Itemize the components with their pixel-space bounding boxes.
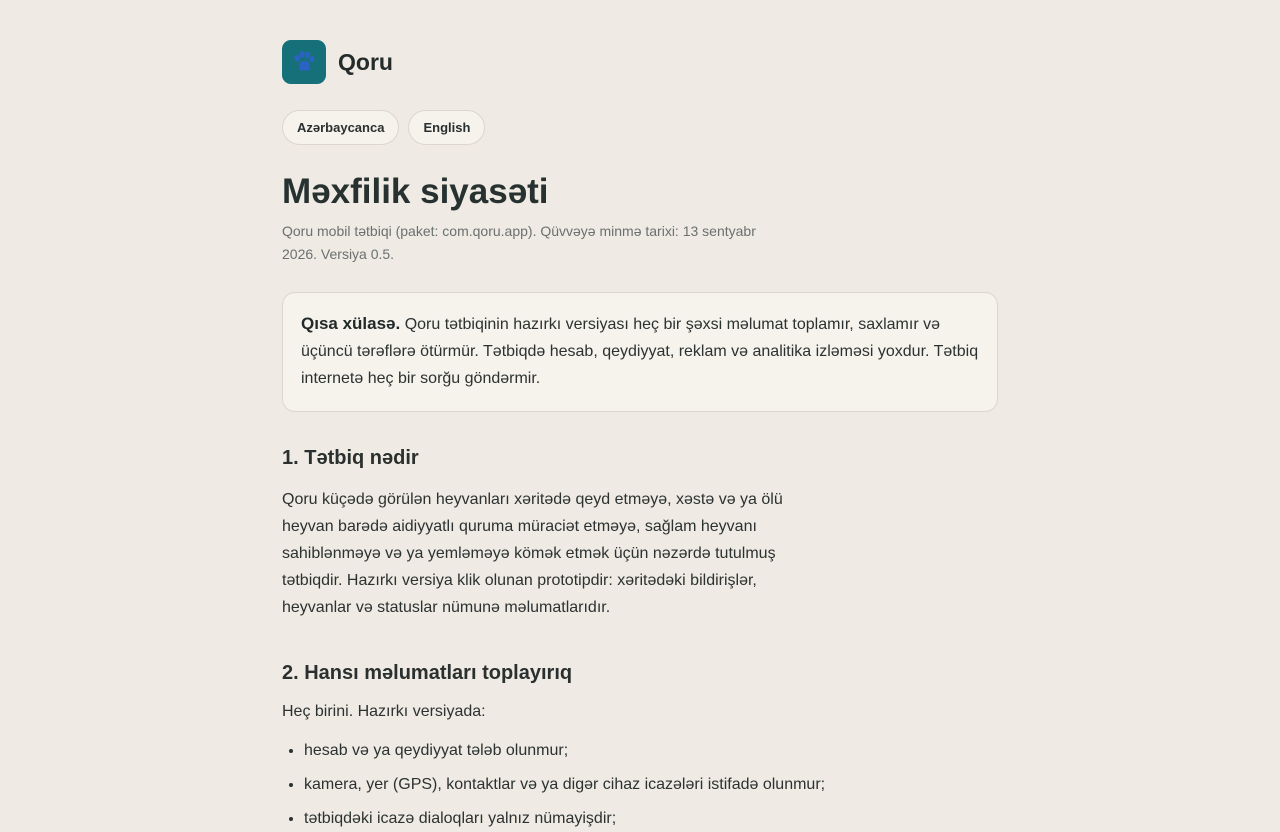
app-logo xyxy=(282,40,326,84)
section-title-what-is-app: 1. Tətbiq nədir xyxy=(282,447,419,469)
privacy-page xyxy=(282,0,998,832)
page-title: Məxfilik siyasəti xyxy=(282,172,549,211)
summary-card xyxy=(282,292,998,412)
section-body-what-is-app: Qoru küçədə görülən heyvanları xəritədə qeyd etməyə, xəstə və ya ölü heyvan barədə aidiyyatlı quruma müraciət etməyə, sağlam heyvanı sahiblənməyə və ya yemləməyə kömək etmək üçün nəzərdə tutulmuş tətbiqdir. Hazırkı versiya klik olunan prototipdir: xəritədəki bildirişlər, heyvanlar və statuslar nümunə məlumatlarıdır. xyxy=(282,491,783,616)
language-switcher xyxy=(282,110,998,145)
list-item: • hesab və ya qeydiyyat tələb olunmur; xyxy=(304,737,998,764)
app-name: Qoru xyxy=(338,48,393,75)
list-item: • tətbiqdəki icazə dialoqları yalnız nümayişdir; xyxy=(304,805,998,832)
paw-icon xyxy=(291,50,317,74)
lang-button-azerbaijani[interactable]: Azərbaycanca xyxy=(282,110,399,145)
summary-label: Qısa xülasə. xyxy=(301,314,401,333)
list-item: • kamera, yer (GPS), kontaktlar və ya digər cihaz icazələri istifadə olunmur; xyxy=(304,771,998,798)
data-collected-list xyxy=(282,737,998,832)
section-intro-data-collected: Heç birini. Hazırkı versiyada: xyxy=(282,703,486,720)
lang-button-english[interactable]: English xyxy=(408,110,485,145)
page-meta: Qoru mobil tətbiqi (paket: com.qoru.app). Qüvvəyə minmə tarixi: 13 sentyabr 2026. Versiya 0.5. xyxy=(282,223,756,262)
brand-header xyxy=(282,40,998,84)
section-title-data-collected: 2. Hansı məlumatları toplayırıq xyxy=(282,662,573,684)
summary-text: Qoru tətbiqinin hazırkı versiyası heç bir şəxsi məlumat toplamır, saxlamır və üçüncü tərəflərə ötürmür. Tətbiqdə hesab, qeydiyyat, reklam və analitika izləməsi yoxdur. Tətbiq internetə heç bir sorğu göndərmir. xyxy=(301,316,979,387)
